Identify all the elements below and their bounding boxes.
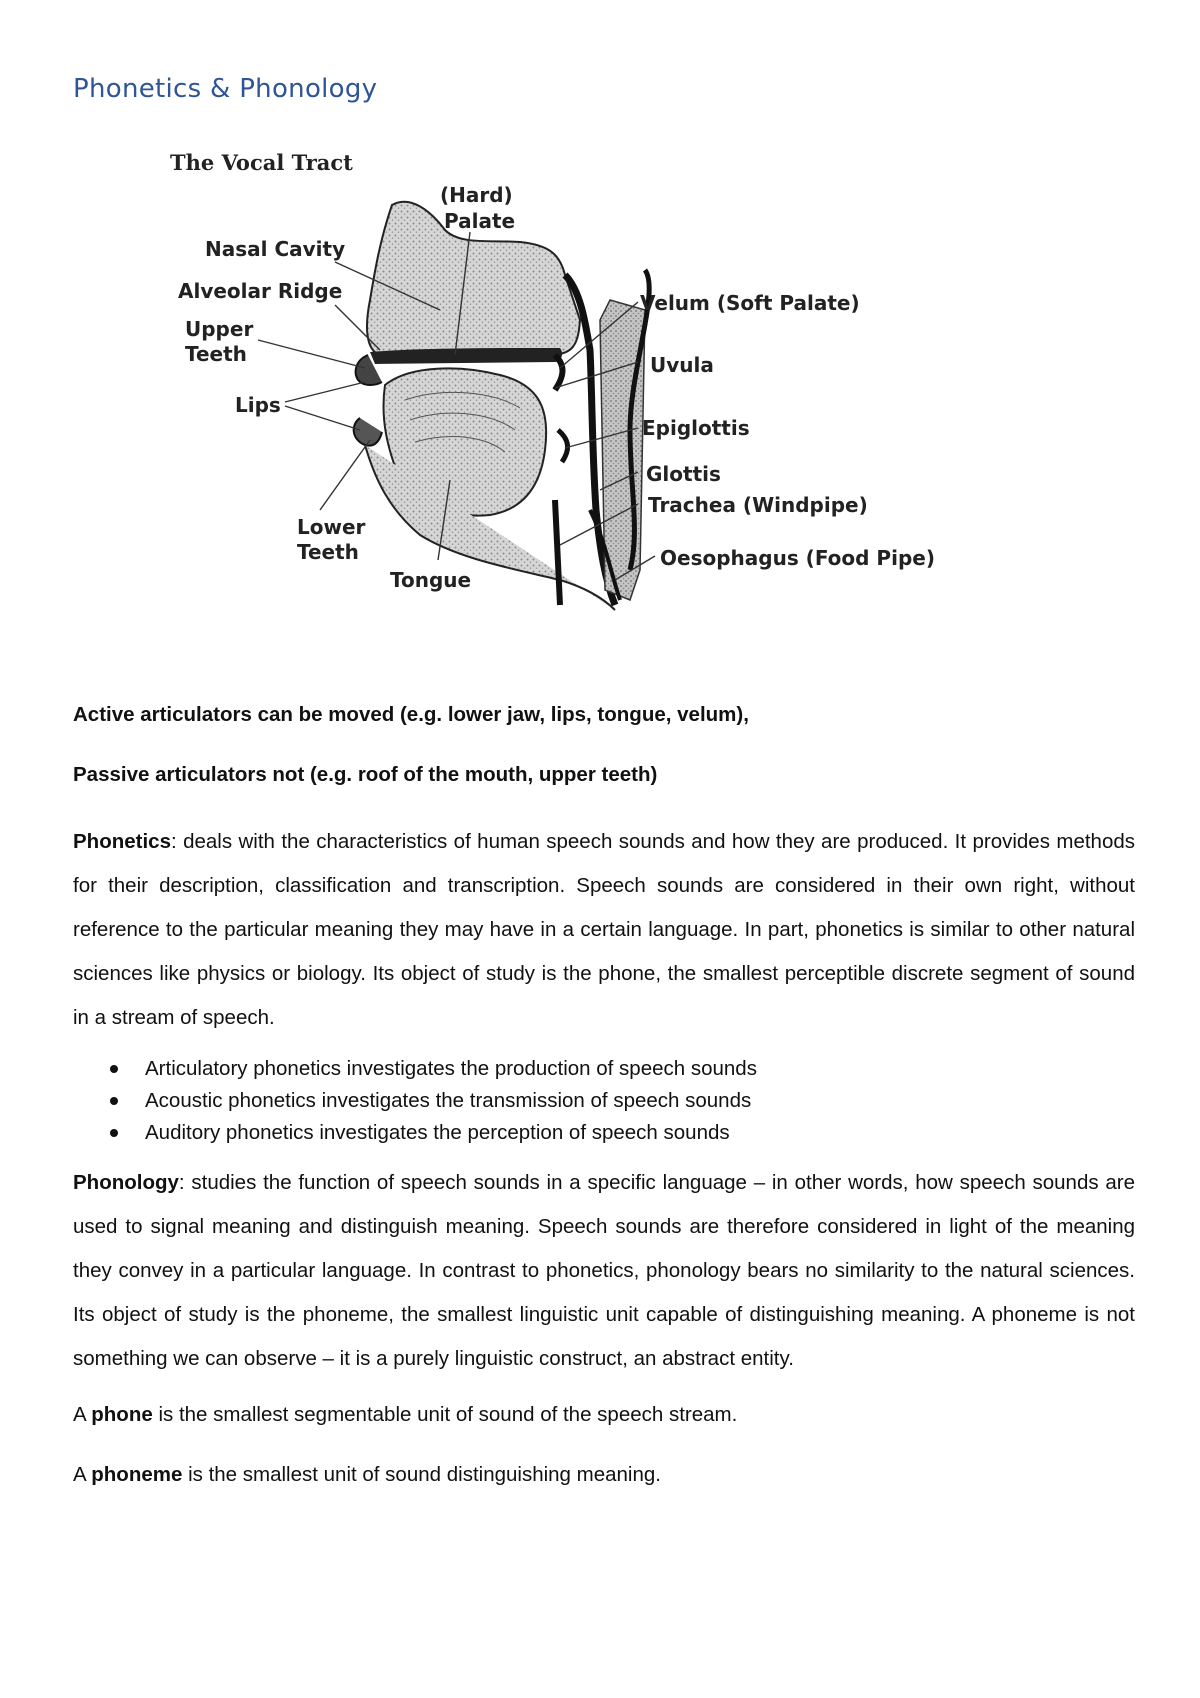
leader-lips-top <box>285 382 365 402</box>
list-item: Acoustic phonetics investigates the transmission of speech sounds <box>73 1085 1135 1117</box>
phoneme-prefix: A <box>73 1463 92 1486</box>
velum-shape <box>555 355 563 390</box>
leader-upper-teeth <box>258 340 365 368</box>
phonetics-paragraph <box>73 820 1135 1040</box>
phonetics-term: Phonetics <box>73 830 171 853</box>
label-upper-teeth-1: Upper <box>185 317 254 341</box>
label-epiglottis: Epiglottis <box>642 416 750 440</box>
label-lower-teeth-1: Lower <box>297 515 366 539</box>
vocal-tract-diagram <box>160 150 1020 670</box>
phone-term: phone <box>91 1403 153 1426</box>
label-oesophagus: Oesophagus (Food Pipe) <box>660 546 935 570</box>
phonology-paragraph <box>73 1161 1135 1381</box>
label-upper-teeth-2: Teeth <box>185 342 247 366</box>
label-velum: Velum (Soft Palate) <box>640 291 860 315</box>
list-item: Auditory phonetics investigates the perception of speech sounds <box>73 1117 1135 1149</box>
phone-prefix: A <box>73 1403 92 1426</box>
phoneme-term: phoneme <box>91 1463 183 1486</box>
label-hard-palate-1: (Hard) <box>440 183 513 207</box>
passive-articulators-line: Passive articulators not (e.g. roof of the mouth, upper teeth) <box>73 763 658 786</box>
phonetics-definition: : deals with the characteristics of human speech sounds and how they are produced. It provides methods for their description, classification and transcription. Speech sounds are considered in their own right, without reference to the particular meaning they may have in a certain language. In part, phonetics is similar to other natural sciences like physics or biology. Its object of study is the phone, the smallest perceptible discrete segment of sound in a stream of speech. <box>73 830 1135 1029</box>
label-hard-palate-2: Palate <box>444 209 516 233</box>
phone-definition <box>73 1400 1135 1430</box>
document-body <box>73 700 1135 1520</box>
label-tongue: Tongue <box>390 568 472 592</box>
lower-lip-shape <box>354 418 382 446</box>
label-nasal-cavity: Nasal Cavity <box>205 237 346 261</box>
hard-palate-shape <box>370 348 562 364</box>
trachea-shape <box>555 500 560 605</box>
epiglottis-shape <box>558 430 568 462</box>
active-articulators-line: Active articulators can be moved (e.g. lower jaw, lips, tongue, velum), <box>73 703 749 726</box>
list-item: Articulatory phonetics investigates the production of speech sounds <box>73 1053 1135 1085</box>
phonology-definition: : studies the function of speech sounds in a specific language – in other words, how speech sounds are used to signal meaning and distinguish meaning. Speech sounds are therefore considered in light of the meaning they convey in a particular language. In contrast to phonetics, phonology bears no similarity to the natural sciences. Its object of study is the phoneme, the smallest linguistic unit capable of distinguishing meaning. A phoneme is not something we can observe – it is a purely linguistic construct, an abstract entity. <box>73 1171 1135 1370</box>
phonetics-branches-list <box>73 1053 1135 1149</box>
leader-lips-bottom <box>285 406 360 430</box>
label-uvula: Uvula <box>650 353 714 377</box>
document-title: Phonetics & Phonology <box>73 74 378 104</box>
label-glottis: Glottis <box>646 462 721 486</box>
leader-lower-teeth <box>320 440 370 510</box>
label-alveolar-ridge: Alveolar Ridge <box>178 279 343 303</box>
label-lips: Lips <box>235 393 281 417</box>
vocal-tract-figure <box>160 150 1020 670</box>
phonology-term: Phonology <box>73 1171 179 1194</box>
phoneme-suffix: is the smallest unit of sound distinguishing meaning. <box>182 1463 661 1486</box>
label-lower-teeth-2: Teeth <box>297 540 359 564</box>
label-trachea: Trachea (Windpipe) <box>648 493 868 517</box>
phoneme-definition <box>73 1460 1135 1490</box>
figure-title: The Vocal Tract <box>170 150 353 175</box>
phone-suffix: is the smallest segmentable unit of sound of the speech stream. <box>152 1403 738 1426</box>
